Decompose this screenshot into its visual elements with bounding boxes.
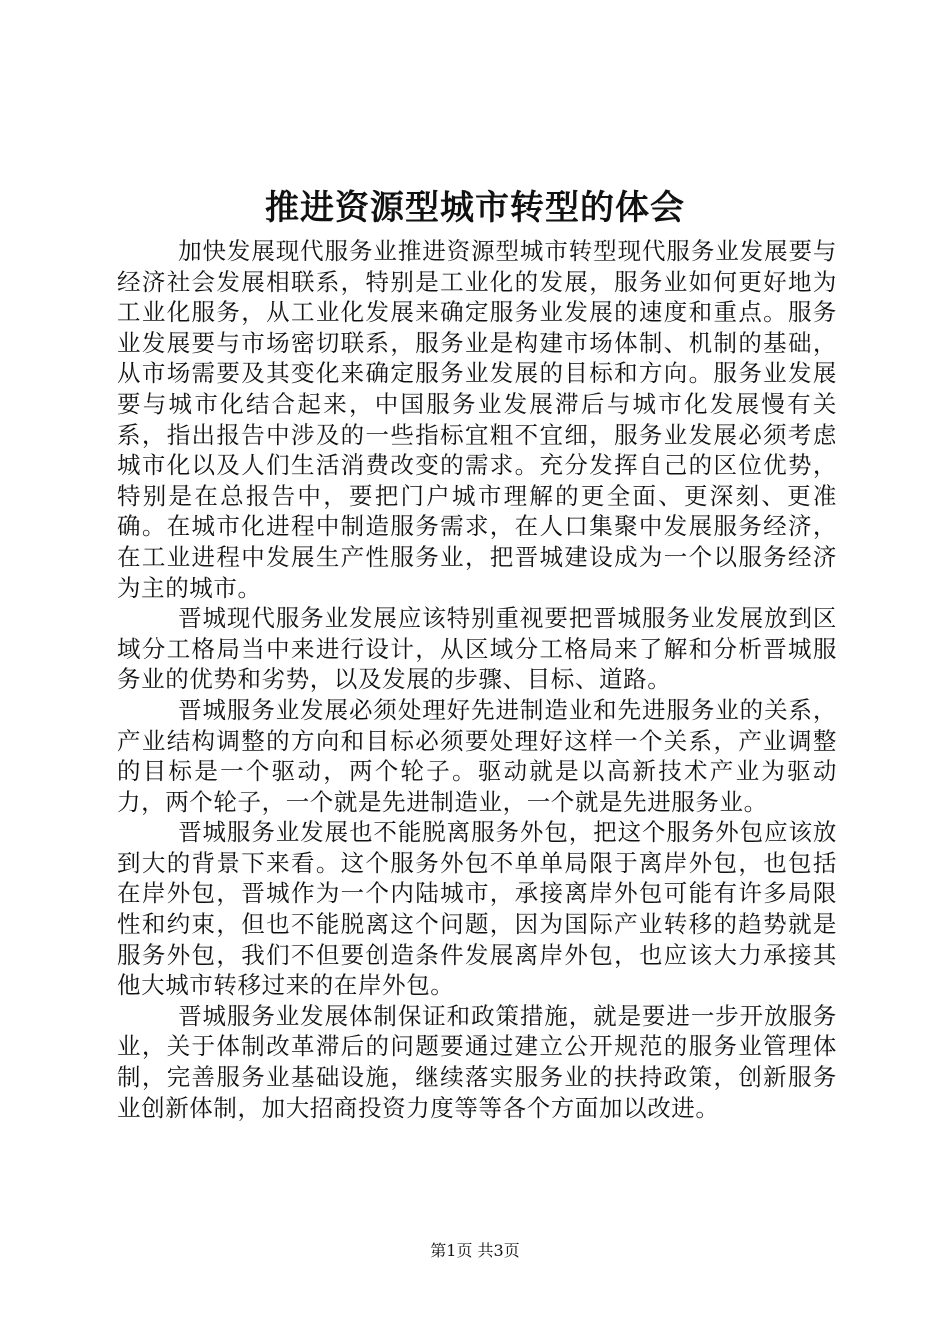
page-footer: 第1页 共3页 xyxy=(430,1241,520,1260)
paragraph-4: 晋城服务业发展也不能脱离服务外包，把这个服务外包应该放到大的背景下来看。这个服务外包不单单局限于离岸外包，也包括在岸外包，晋城作为一个内陆城市，承接离岸外包可能有许多局限性和约束，但也不能脱离这个问题，因为国际产业转移的趋势就是服务外包，我们不但要创造条件发展离岸外包，也应该大力承接其他大城市转移过来的在岸外包。 xyxy=(117,818,837,1000)
paragraph-2: 晋城现代服务业发展应该特别重视要把晋城服务业发展放到区域分工格局当中来进行设计，从区域分工格局来了解和分析晋城服务业的优势和劣势，以及发展的步骤、目标、道路。 xyxy=(117,604,837,694)
paragraph-3: 晋城服务业发展必须处理好先进制造业和先进服务业的关系，产业结构调整的方向和目标必须要处理好这样一个关系，产业调整的目标是一个驱动，两个轮子。驱动就是以高新技术产业为驱动力，两个轮子，一个就是先进制造业，一个就是先进服务业。 xyxy=(117,695,837,816)
document-title: 推进资源型城市转型的体会 xyxy=(265,188,685,228)
paragraph-1: 加快发展现代服务业推进资源型城市转型现代服务业发展要与经济社会发展相联系，特别是工业化的发展，服务业如何更好地为工业化服务，从工业化发展来确定服务业发展的速度和重点。服务业发展要与市场密切联系，服务业是构建市场体制、机制的基础，从市场需要及其变化来确定服务业发展的目标和方向。服务业发展要与城市化结合起来，中国服务业发展滞后与城市化发展慢有关系，指出报告中涉及的一些指标宜粗不宜细，服务业发展必须考虑城市化以及人们生活消费改变的需求。充分发挥自己的区位优势，特别是在总报告中，要把门户城市理解的更全面、更深刻、更准确。在城市化进程中制造服务需求，在人口集聚中发展服务经济，在工业进程中发展生产性服务业，把晋城建设成为一个以服务经济为主的城市。 xyxy=(117,237,837,602)
document-body xyxy=(117,236,837,1123)
paragraph-5: 晋城服务业发展体制保证和政策措施，就是要进一步开放服务业，关于体制改革滞后的问题要通过建立公开规范的服务业管理体制，完善服务业基础设施，继续落实服务业的扶持政策，创新服务业创新体制，加大招商投资力度等等各个方面加以改进。 xyxy=(117,1001,837,1122)
